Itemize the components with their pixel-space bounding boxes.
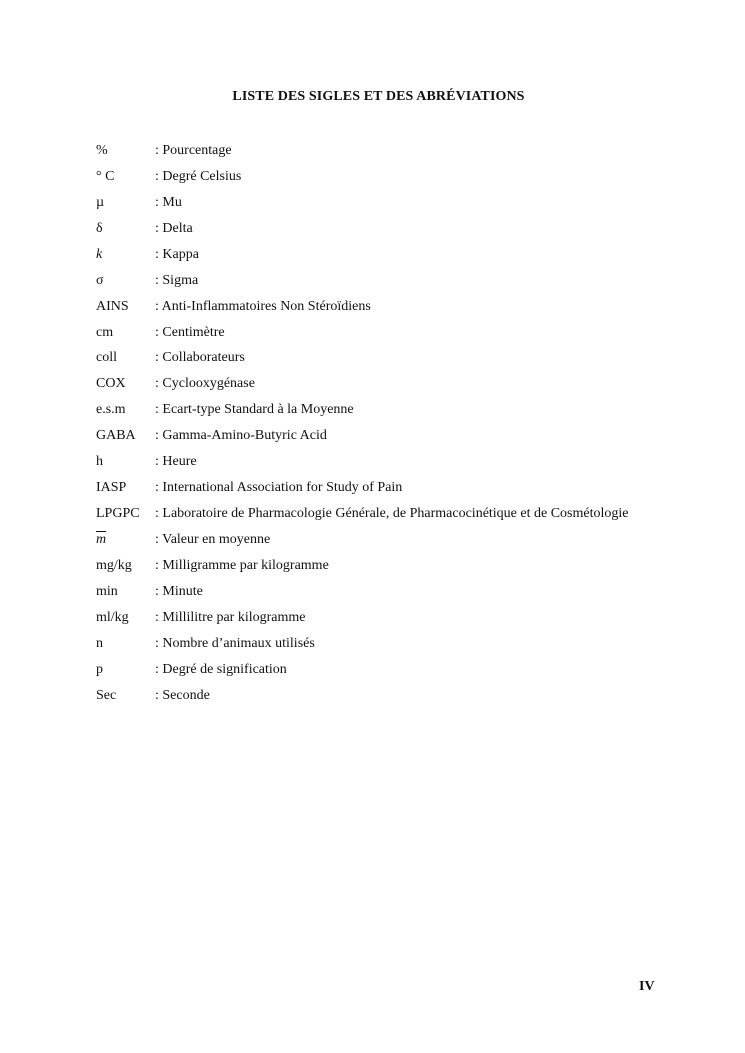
abbreviation-row xyxy=(96,190,628,216)
abbreviation-term: % xyxy=(96,142,108,158)
abbreviation-term: µ xyxy=(96,194,105,210)
abbreviation-term: mg/kg xyxy=(96,557,132,573)
abbreviation-definition: : Cyclooxygénase xyxy=(155,376,255,392)
abbreviation-term: e.s.m xyxy=(96,402,126,418)
abbreviation-term: σ xyxy=(96,272,104,288)
abbreviation-list xyxy=(96,138,628,709)
abbreviation-term: GABA xyxy=(96,428,136,444)
abbreviation-definition: : Anti-Inflammatoires Non Stéroïdiens xyxy=(155,298,371,314)
abbreviation-definition: : Minute xyxy=(155,583,203,599)
abbreviation-row xyxy=(96,216,628,242)
abbreviation-term: n xyxy=(96,635,103,651)
abbreviation-term: δ xyxy=(96,220,103,236)
abbreviation-row xyxy=(96,683,628,709)
abbreviation-definition: : Ecart-type Standard à la Moyenne xyxy=(155,402,354,418)
abbreviation-term: LPGPC xyxy=(96,506,140,522)
abbreviation-definition: : Pourcentage xyxy=(155,142,232,158)
abbreviation-definition: : Sigma xyxy=(155,272,199,288)
abbreviation-definition: : Milligramme par kilogramme xyxy=(155,557,329,573)
abbreviation-row xyxy=(96,423,628,449)
abbreviation-definition: : Valeur en moyenne xyxy=(155,532,271,548)
abbreviation-row xyxy=(96,346,628,372)
abbreviation-row xyxy=(96,553,628,579)
abbreviation-definition: : Delta xyxy=(155,220,193,236)
abbreviation-definition: : Degré de signification xyxy=(155,661,287,677)
abbreviation-definition: : Laboratoire de Pharmacologie Générale, de Pharmacocinétique et de Cosmétologie xyxy=(155,506,629,522)
abbreviation-term: h xyxy=(96,454,103,470)
abbreviation-row xyxy=(96,475,628,501)
page-title: LISTE DES SIGLES ET DES ABRÉVIATIONS xyxy=(232,89,525,104)
abbreviation-row xyxy=(96,371,628,397)
abbreviation-row xyxy=(96,579,628,605)
abbreviation-term: cm xyxy=(96,324,114,340)
abbreviation-row xyxy=(96,657,628,683)
abbreviation-term: COX xyxy=(96,376,126,392)
abbreviation-definition: : Millilitre par kilogramme xyxy=(155,609,306,625)
page-number: IV xyxy=(639,979,655,994)
abbreviation-term: k xyxy=(96,246,103,262)
abbreviation-row xyxy=(96,605,628,631)
abbreviation-term: IASP xyxy=(96,480,127,496)
abbreviation-definition: : Nombre d’animaux utilisés xyxy=(155,635,315,651)
abbreviation-term: ml/kg xyxy=(96,609,129,625)
abbreviation-definition: : Centimètre xyxy=(155,324,225,340)
abbreviation-definition: : Kappa xyxy=(155,246,199,262)
abbreviation-row xyxy=(96,631,628,657)
abbreviation-row xyxy=(96,164,628,190)
abbreviation-row xyxy=(96,397,628,423)
abbreviation-definition: : Gamma-Amino-Butyric Acid xyxy=(155,428,327,444)
abbreviation-definition: : Seconde xyxy=(155,687,210,703)
abbreviation-definition: : Collaborateurs xyxy=(155,350,245,366)
abbreviation-term: Sec xyxy=(96,687,117,703)
abbreviation-row xyxy=(96,449,628,475)
abbreviation-definition: : Mu xyxy=(155,194,182,210)
abbreviation-term xyxy=(96,532,155,548)
abbreviation-definition: : Heure xyxy=(155,454,197,470)
abbreviation-row xyxy=(96,294,628,320)
abbreviation-row xyxy=(96,527,628,553)
abbreviation-term: min xyxy=(96,583,118,599)
abbreviation-definition: : International Association for Study of Pain xyxy=(155,480,403,496)
abbreviation-term: p xyxy=(96,661,103,677)
abbreviation-row xyxy=(96,138,628,164)
abbreviation-term: ° C xyxy=(96,168,115,184)
abbreviation-row xyxy=(96,320,628,346)
abbreviation-term: AINS xyxy=(96,298,129,314)
abbreviation-term: coll xyxy=(96,350,117,366)
abbreviation-definition: : Degré Celsius xyxy=(155,168,242,184)
mean-symbol: $\overline{m}$ xyxy=(96,532,107,548)
abbreviation-row xyxy=(96,268,628,294)
abbreviation-row xyxy=(96,501,628,527)
abbreviation-row xyxy=(96,242,628,268)
